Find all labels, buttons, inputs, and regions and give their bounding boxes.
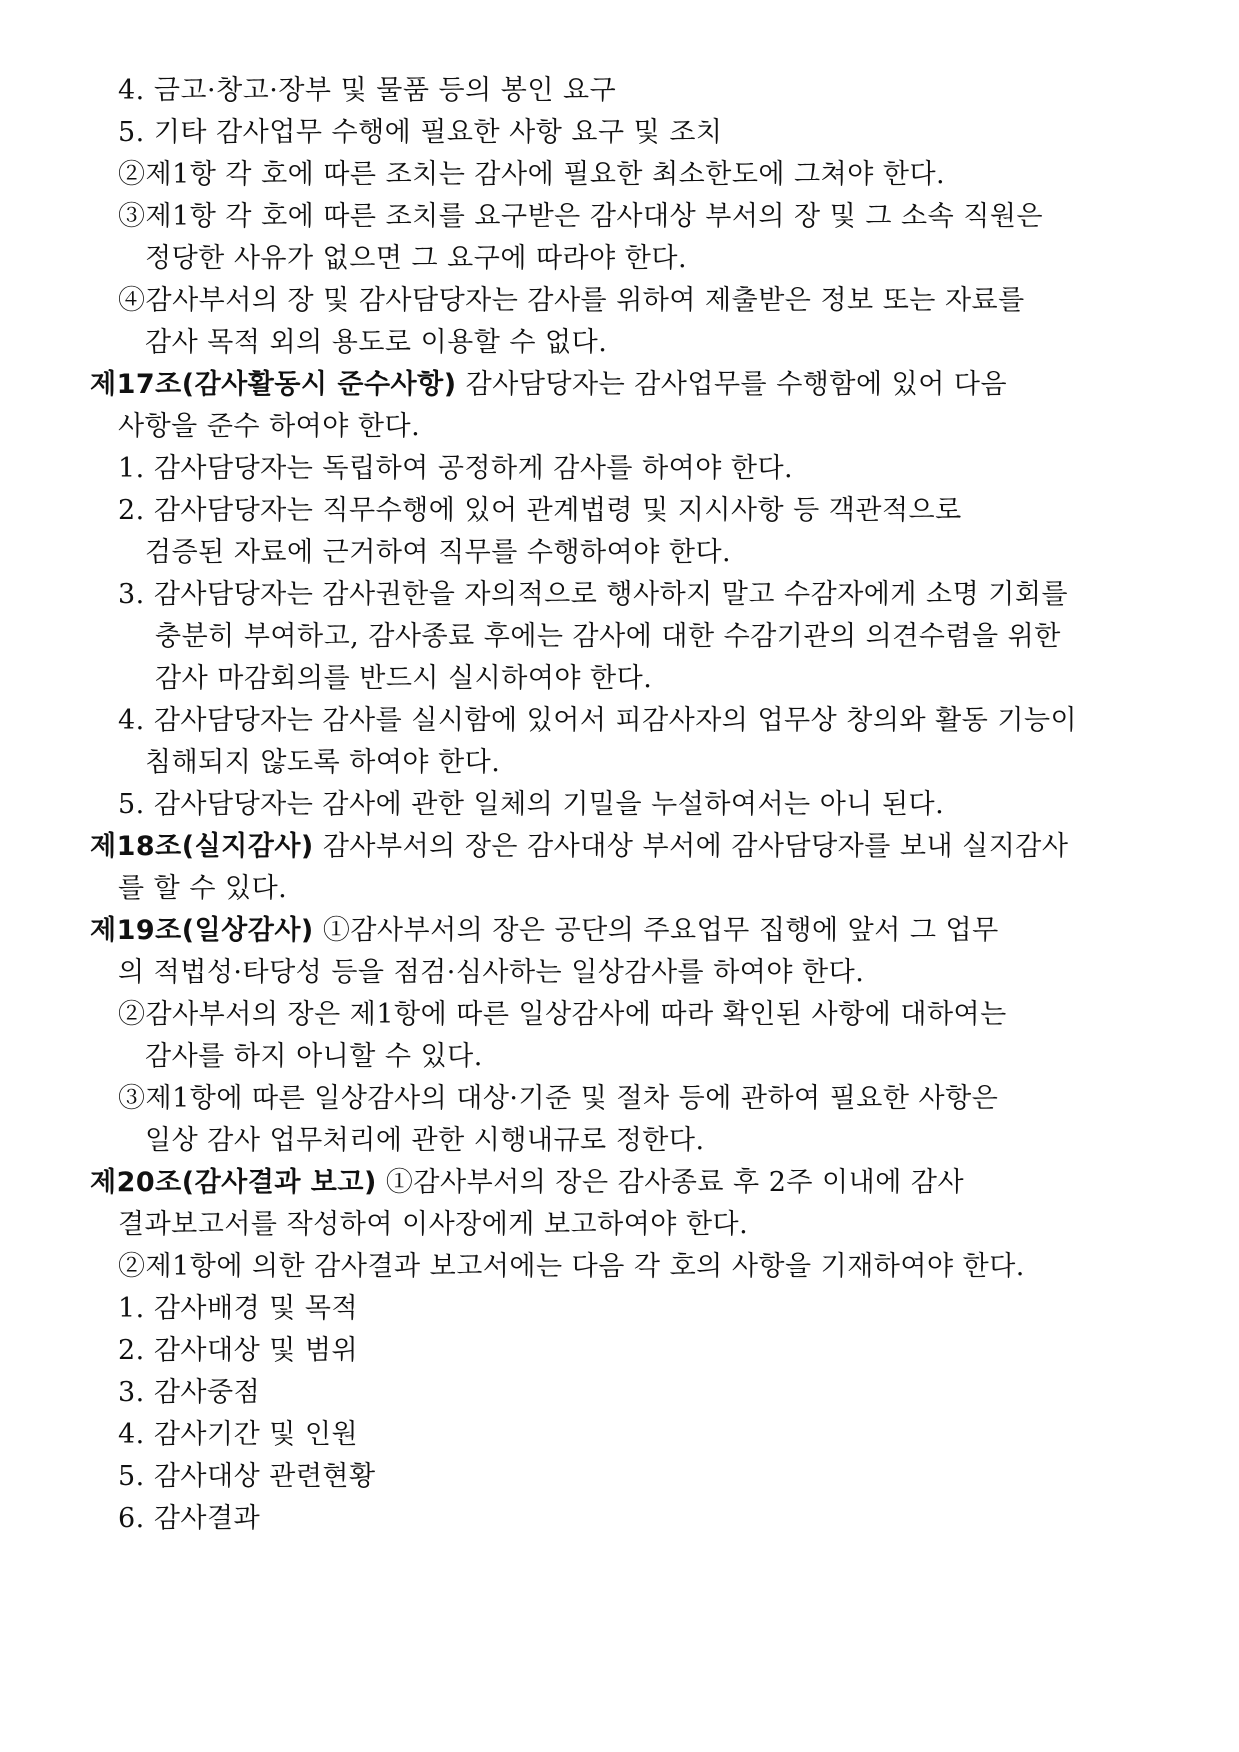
list-item: 감사 마감회의를 반드시 실시하여야 한다. [155, 663, 653, 694]
paragraph-line: ③제1항에 따른 일상감사의 대상·기준 및 절차 등에 관하여 필요한 사항은 [118, 1083, 999, 1114]
list-item: 5. 감사대상 관련현황 [118, 1461, 376, 1492]
paragraph-line: ④감사부서의 장 및 감사담당자는 감사를 위하여 제출받은 정보 또는 자료를 [118, 285, 1025, 316]
paragraph-line: 의 적법성·타당성 등을 점검·심사하는 일상감사를 하여야 한다. [118, 957, 865, 988]
list-item: 검증된 자료에 근거하여 직무를 수행하여야 한다. [145, 537, 732, 568]
paragraph-line: 사항을 준수 하여야 한다. [118, 411, 421, 442]
paragraph-line: 감사 목적 외의 용도로 이용할 수 없다. [145, 327, 608, 358]
article-18-heading: 제18조(실지감사) 감사부서의 장은 감사대상 부서에 감사담당자를 보내 실지감사 [90, 831, 1069, 862]
paragraph-line: ②제1항 각 호에 따른 조치는 감사에 필요한 최소한도에 그쳐야 한다. [118, 159, 946, 190]
list-item: 6. 감사결과 [118, 1503, 261, 1534]
list-item: 5. 감사담당자는 감사에 관한 일체의 기밀을 누설하여서는 아니 된다. [118, 789, 945, 820]
article-19-heading: 제19조(일상감사) ①감사부서의 장은 공단의 주요업무 집행에 앞서 그 업무 [90, 915, 999, 946]
paragraph-line: 감사를 하지 아니할 수 있다. [145, 1041, 483, 1072]
list-item: 1. 감사배경 및 목적 [118, 1293, 359, 1324]
paragraph-line: 일상 감사 업무처리에 관한 시행내규로 정한다. [145, 1125, 705, 1156]
paragraph-line: ②감사부서의 장은 제1항에 따른 일상감사에 따라 확인된 사항에 대하여는 [118, 999, 1007, 1030]
list-item: 5. 기타 감사업무 수행에 필요한 사항 요구 및 조치 [118, 117, 723, 148]
article-title: 제17조(감사활동시 준수사항) [90, 369, 457, 400]
article-title: 제19조(일상감사) [90, 915, 314, 946]
list-item: 3. 감사담당자는 감사권한을 자의적으로 행사하지 말고 수감자에게 소명 기회를 [118, 579, 1069, 610]
list-item: 2. 감사담당자는 직무수행에 있어 관계법령 및 지시사항 등 객관적으로 [118, 495, 962, 526]
paragraph-line: ②제1항에 의한 감사결과 보고서에는 다음 각 호의 사항을 기재하여야 한다. [118, 1251, 1025, 1282]
article-title: 제18조(실지감사) [90, 831, 314, 862]
list-item: 충분히 부여하고, 감사종료 후에는 감사에 대한 수감기관의 의견수렴을 위한 [155, 621, 1061, 652]
list-item: 2. 감사대상 및 범위 [118, 1335, 359, 1366]
list-item: 4. 감사기간 및 인원 [118, 1419, 359, 1450]
article-17-heading: 제17조(감사활동시 준수사항) 감사담당자는 감사업무를 수행함에 있어 다음 [90, 369, 1008, 400]
paragraph-line: ③제1항 각 호에 따른 조치를 요구받은 감사대상 부서의 장 및 그 소속 직원은 [118, 201, 1044, 232]
list-item: 침해되지 않도록 하여야 한다. [145, 747, 501, 778]
list-item: 3. 감사중점 [118, 1377, 261, 1408]
article-title: 제20조(감사결과 보고) [90, 1167, 377, 1198]
list-item: 4. 금고·창고·장부 및 물품 등의 봉인 요구 [118, 75, 617, 106]
paragraph-line: 결과보고서를 작성하여 이사장에게 보고하여야 한다. [118, 1209, 749, 1240]
article-20-heading: 제20조(감사결과 보고) ①감사부서의 장은 감사종료 후 2주 이내에 감사 [90, 1167, 965, 1198]
list-item: 4. 감사담당자는 감사를 실시함에 있어서 피감사자의 업무상 창의와 활동 기능이 [118, 705, 1078, 736]
paragraph-line: 정당한 사유가 없으면 그 요구에 따라야 한다. [145, 243, 688, 274]
paragraph-line: 를 할 수 있다. [118, 873, 288, 904]
list-item: 1. 감사담당자는 독립하여 공정하게 감사를 하여야 한다. [118, 453, 794, 484]
